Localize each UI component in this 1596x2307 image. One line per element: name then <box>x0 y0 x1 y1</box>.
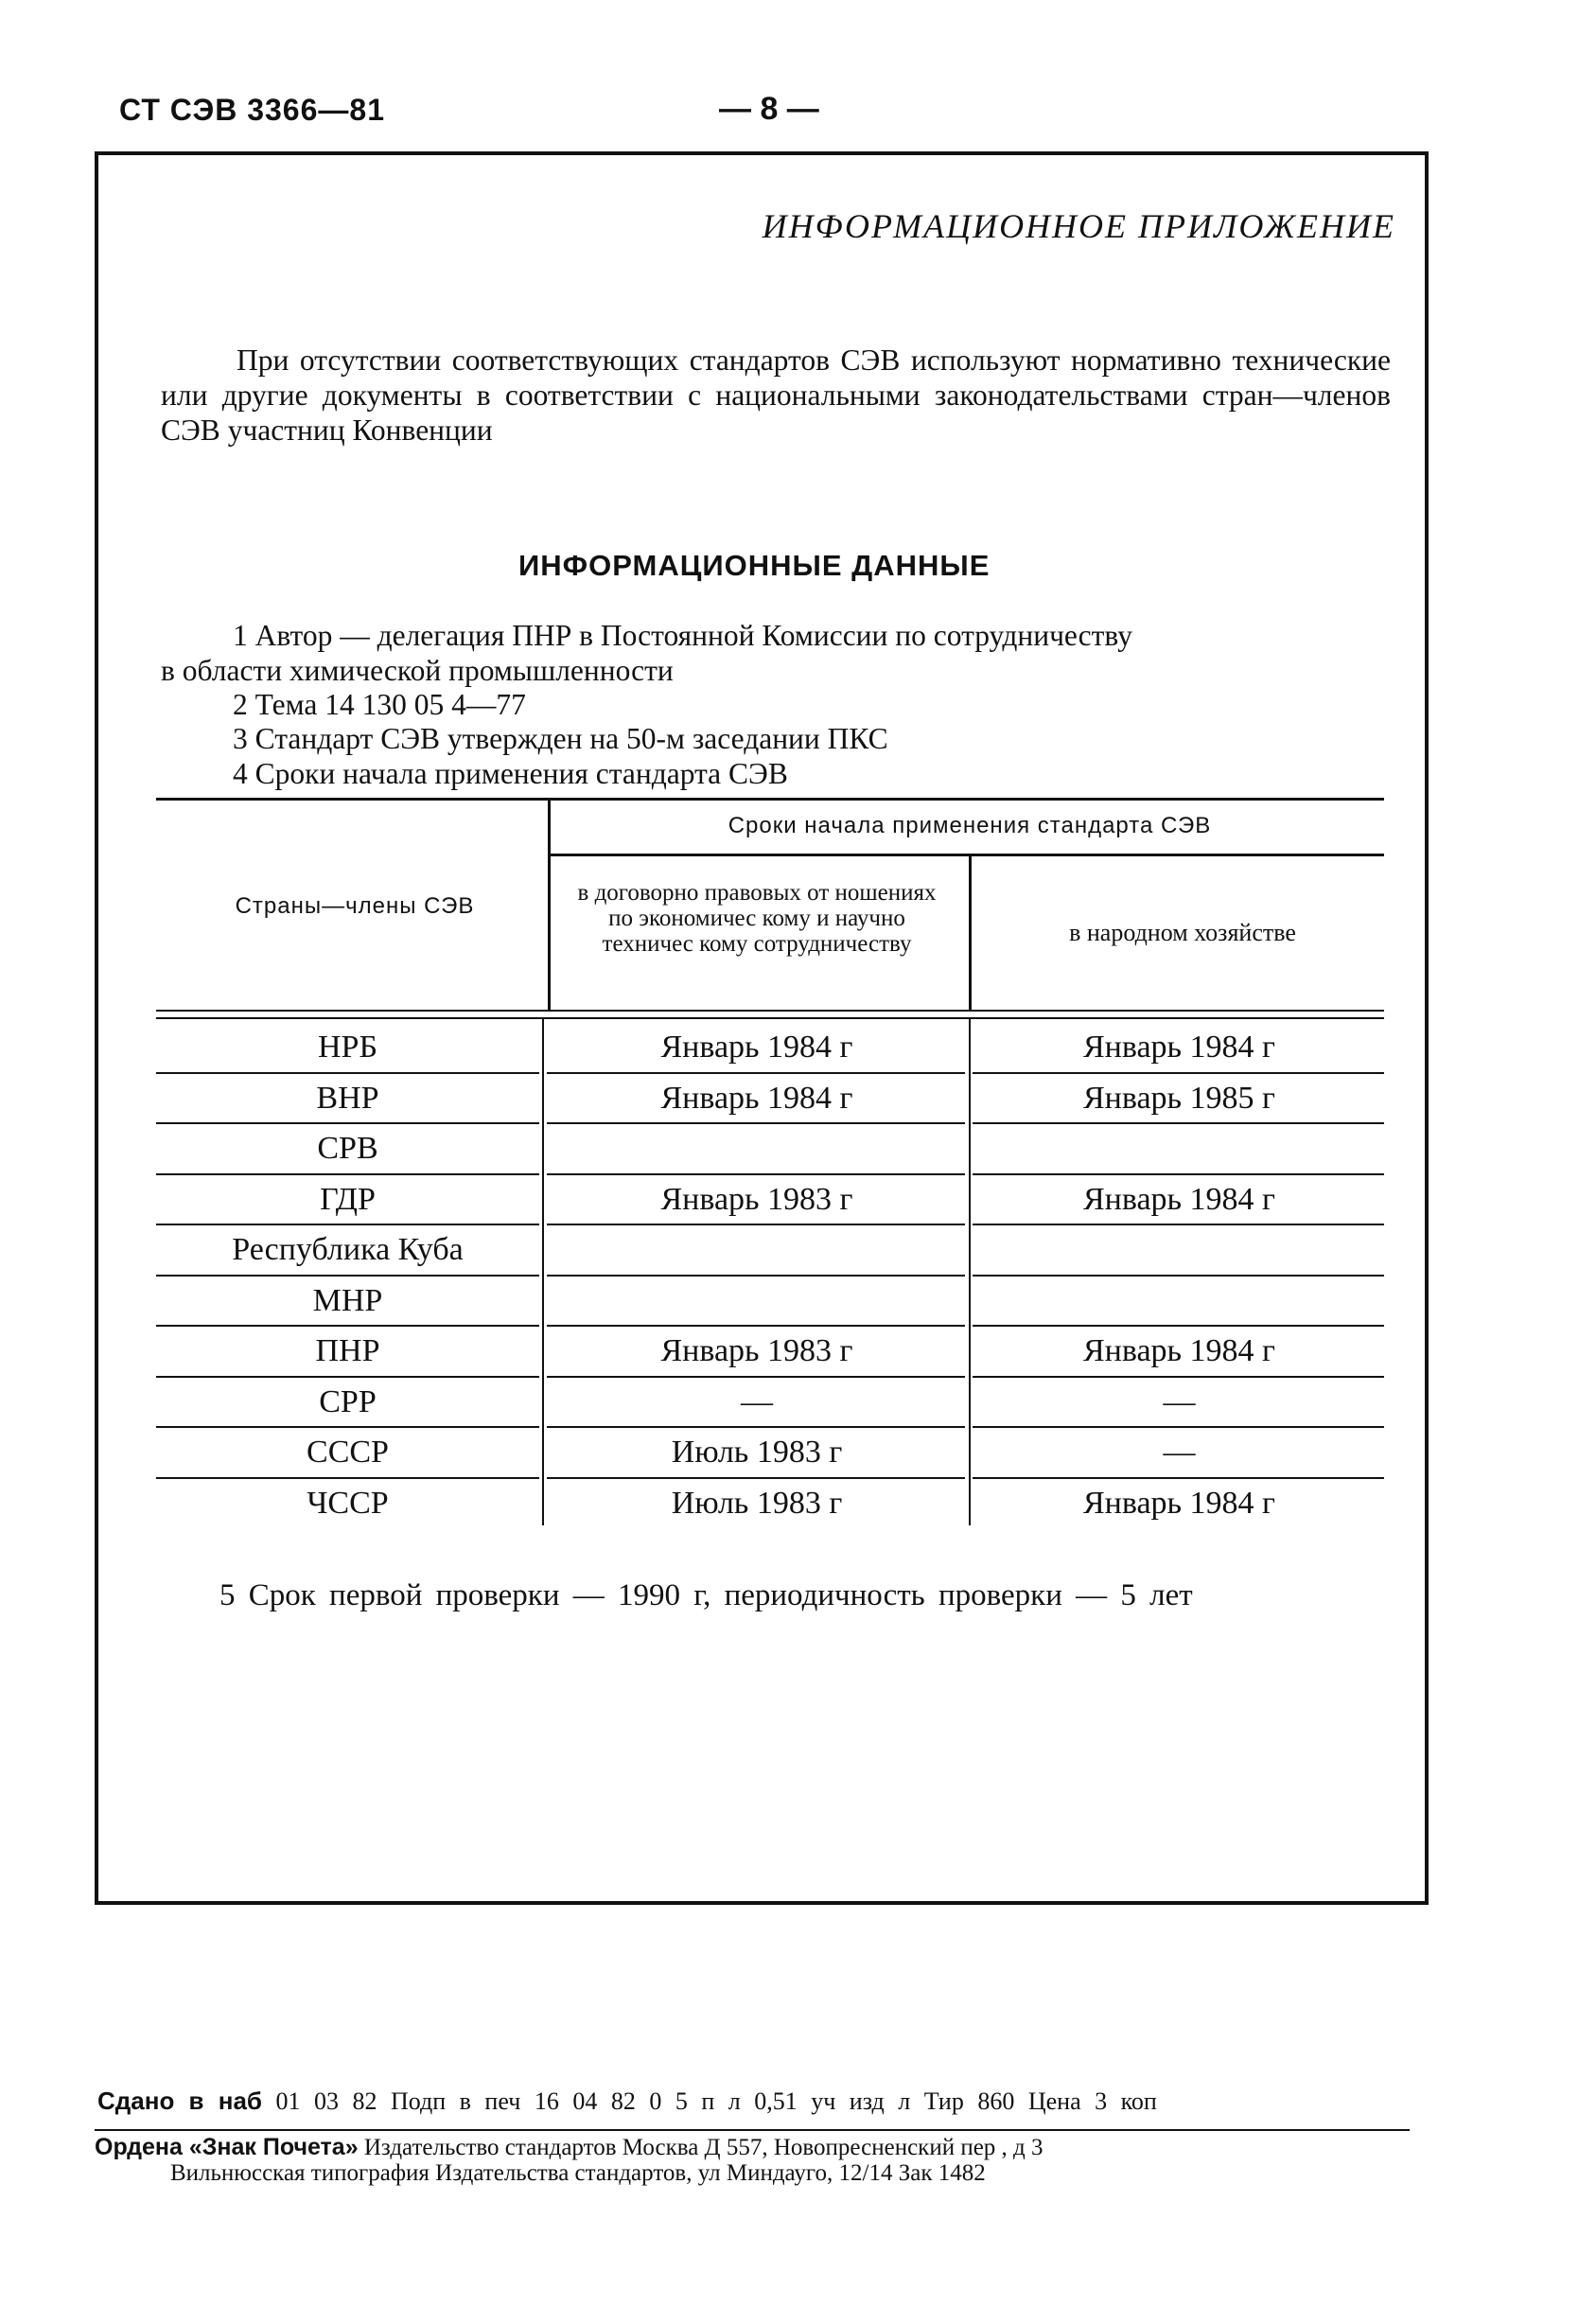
imprint-line-2 <box>95 2134 1044 2161</box>
imprint-line-1-bold: Сдано в наб <box>97 2087 262 2115</box>
imprint-line-3: Вильнюсская типография Издательства стандартов, ул Миндауго, 12/14 Зак 1482 <box>170 2160 986 2186</box>
row-separator <box>973 1477 1384 1479</box>
row-separator <box>973 1122 1384 1124</box>
table-header-bottom-rule-2 <box>156 1017 1384 1019</box>
cell-country: ЧССР <box>307 1485 389 1521</box>
table-header-bottom-rule-1 <box>156 1010 1384 1012</box>
row-separator <box>547 1477 965 1479</box>
row-separator <box>547 1224 965 1225</box>
cell-contract: Январь 1983 г <box>660 1333 853 1368</box>
row-separator <box>973 1325 1384 1327</box>
imprint-line-1 <box>97 2087 1157 2116</box>
row-separator <box>547 1376 965 1378</box>
cell-contract: Январь 1984 г <box>660 1030 853 1065</box>
cell-contract: Июль 1983 г <box>671 1435 843 1470</box>
cell-economy: — <box>1163 1435 1196 1470</box>
row-separator <box>156 1173 539 1175</box>
cell-contract: Июль 1983 г <box>671 1485 843 1521</box>
info-item-1-line-2: в области химической промышленности <box>161 654 674 687</box>
cell-economy: — <box>1163 1383 1196 1419</box>
document-code: СТ СЭВ 3366—81 <box>119 93 385 127</box>
info-item-2: 2 Тема 14 130 05 4—77 <box>233 688 526 721</box>
cell-contract: — <box>741 1383 773 1419</box>
row-separator <box>156 1325 539 1327</box>
info-item-4: 4 Сроки начала применения стандарта СЭВ <box>233 757 788 790</box>
info-item-1-line-1: 1 Автор — делегация ПНР в Постоянной Комиссии по сотрудничеству <box>233 619 1132 652</box>
intro-paragraph <box>161 343 1391 448</box>
appendix-title: ИНФОРМАЦИОННОЕ ПРИЛОЖЕНИЕ <box>762 207 1395 245</box>
imprint-line-1-rest: 01 03 82 Подп в печ 16 04 82 0 5 п л 0,51 уч изд л Тир 860 Цена 3 коп <box>275 2087 1157 2115</box>
table-body-divider-1 <box>542 1019 544 1525</box>
cell-country: ВНР <box>316 1080 379 1116</box>
info-heading: ИНФОРМАЦИОННЫЕ ДАННЫЕ <box>518 549 991 582</box>
col-header-countries: Страны—члены СЭВ <box>235 893 475 919</box>
row-separator <box>973 1275 1384 1277</box>
intro-paragraph-text: При отсутствии соответствующих стандартов СЭВ используют нормативно технические или другие документы в соответствии с национальными законодательствами стран—членов СЭВ участниц Конвенции <box>161 343 1391 447</box>
imprint-rule <box>95 2129 1410 2131</box>
cell-economy: Январь 1984 г <box>1082 1030 1276 1065</box>
imprint-line-2-bold: Ордена «Знак Почета» <box>95 2134 359 2160</box>
row-separator <box>973 1426 1384 1428</box>
info-item-3: 3 Стандарт СЭВ утвержден на 50-м заседании ПКС <box>233 722 888 755</box>
cell-country: Республика Куба <box>232 1232 464 1267</box>
cell-country: МНР <box>312 1282 383 1318</box>
cell-economy: Январь 1984 г <box>1082 1333 1276 1368</box>
row-separator <box>547 1173 965 1175</box>
row-separator <box>156 1376 539 1378</box>
row-separator <box>547 1275 965 1277</box>
page-number: — 8 — <box>719 91 819 127</box>
row-separator <box>156 1426 539 1428</box>
row-separator <box>156 1224 539 1225</box>
col-header-contract-relations: в договорно правовых от ношениях по экономичес кому и научно техничес кому сотрудничеству <box>577 880 937 957</box>
cell-country: СССР <box>307 1435 389 1470</box>
cell-country: ПНР <box>315 1333 380 1368</box>
cell-country: ГДР <box>320 1181 376 1217</box>
row-separator <box>547 1072 965 1074</box>
col-header-national-economy: в народном хозяйстве <box>1069 919 1296 946</box>
row-separator <box>973 1072 1384 1074</box>
cell-economy: Январь 1984 г <box>1082 1485 1276 1521</box>
row-separator <box>156 1477 539 1479</box>
cell-country: НРБ <box>318 1030 377 1065</box>
table-body-divider-2 <box>969 1019 971 1525</box>
row-separator <box>973 1224 1384 1225</box>
table-top-rule <box>156 798 1384 801</box>
col-header-terms-group: Сроки начала применения стандарта СЭВ <box>728 813 1212 838</box>
row-separator <box>973 1376 1384 1378</box>
info-item-5: 5 Срок первой проверки — 1990 г, периодичность проверки — 5 лет <box>219 1578 1193 1612</box>
row-separator <box>973 1173 1384 1175</box>
row-separator <box>156 1072 539 1074</box>
cell-country: СРВ <box>317 1131 378 1166</box>
cell-economy: Январь 1984 г <box>1082 1181 1276 1217</box>
row-separator <box>547 1426 965 1428</box>
cell-contract: Январь 1984 г <box>660 1080 853 1116</box>
table-header-divider-2 <box>969 855 972 1010</box>
table-group-rule <box>550 854 1384 856</box>
table-header-divider-1 <box>548 800 551 1010</box>
cell-economy: Январь 1985 г <box>1082 1080 1276 1116</box>
row-separator <box>547 1122 965 1124</box>
imprint-line-2-rest: Издательство стандартов Москва Д 557, Новопресненский пер , д 3 <box>363 2135 1044 2160</box>
row-separator <box>156 1275 539 1277</box>
row-separator <box>156 1122 539 1124</box>
row-separator <box>547 1325 965 1327</box>
cell-contract: Январь 1983 г <box>660 1181 853 1217</box>
cell-country: СРР <box>319 1383 377 1419</box>
